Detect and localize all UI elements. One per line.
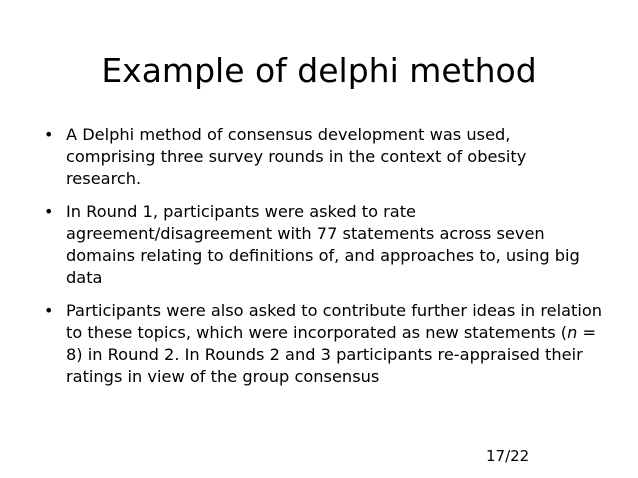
bullet-text-end: = 8) in Round 2. In Rounds 2 and 3 participants re-appraised their ratings in view of the group consensus: [66, 323, 597, 386]
italic-n: n: [567, 323, 578, 342]
page-number: 17/22: [486, 447, 530, 465]
bullet-item-delphi-method: [44, 124, 604, 190]
bullet-dot-icon: •: [44, 202, 54, 221]
bullet-dot-icon: •: [44, 125, 54, 144]
bullet-dot-icon: •: [44, 301, 54, 320]
bullet-text: A Delphi method of consensus development was used, comprising three survey rounds in the context of obesity research.: [66, 125, 527, 188]
bullet-item-further-ideas: [44, 300, 604, 388]
bullet-text-start: Participants were also asked to contribute further ideas in relation to these topics, which were incorporated as new statements (: [66, 301, 603, 342]
slide-title: Example of delphi method: [101, 51, 537, 90]
bullet-item-round-1: [44, 201, 604, 289]
bullet-text: In Round 1, participants were asked to rate agreement/disagreement with 77 statements across seven domains relating to definitions of, and approaches to, using big data: [66, 202, 580, 287]
bullet-list: [44, 124, 604, 399]
